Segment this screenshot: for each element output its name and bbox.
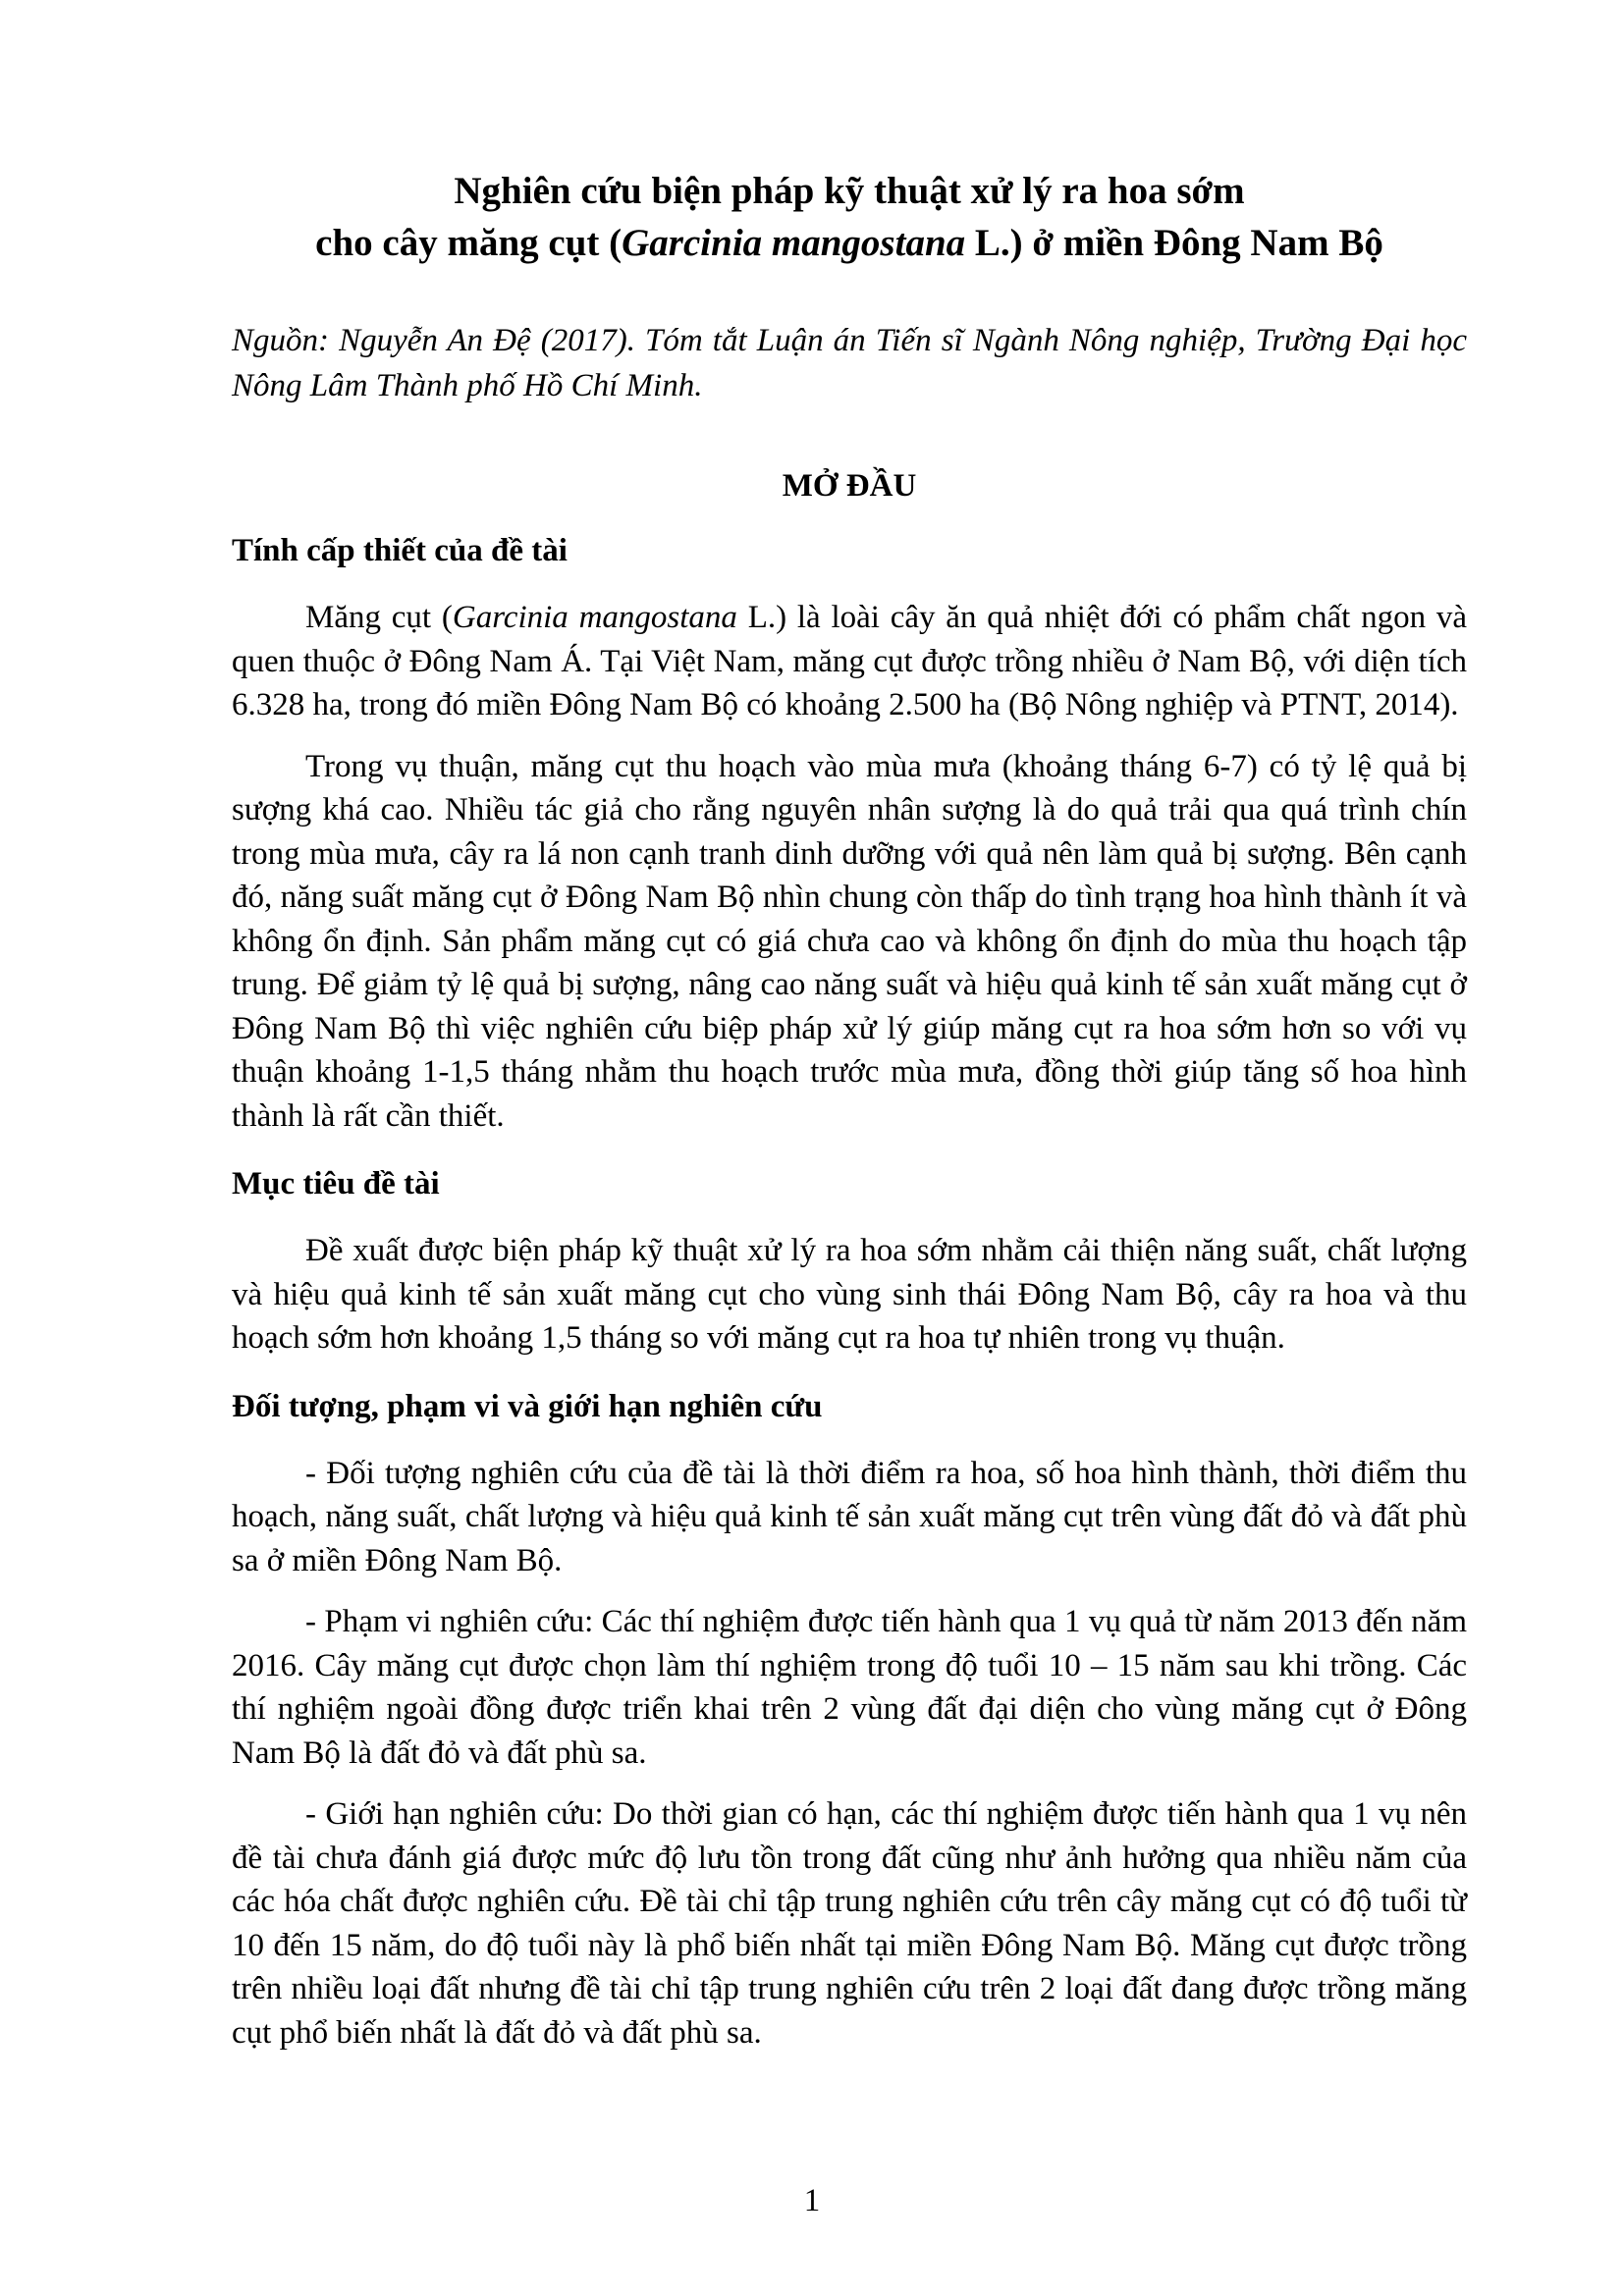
- paragraph-urgency-2: Trong vụ thuận, măng cụt thu hoạch vào mùa mưa (khoảng tháng 6-7) có tỷ lệ quả bị sượng khá cao. Nhiều tác giả cho rằng nguyên nhân sượng là do quả trải qua quá trình chín trong mùa mưa, cây ra lá non cạnh tranh dinh dưỡng với quả nên làm quả bị sượng. Bên cạnh đó, năng suất măng cụt ở Đông Nam Bộ nhìn chung còn thấp do tình trạng hoa hình thành ít và không ổn định. Sản phẩm măng cụt có giá chưa cao và không ổn định do mùa thu hoạch tập trung. Để giảm tỷ lệ quả bị sượng, nâng cao năng suất và hiệu quả kinh tế sản xuất măng cụt ở Đông Nam Bộ thì việc nghiên cứu biệp pháp xử lý giúp măng cụt ra hoa sớm hơn so với vụ thuận khoảng 1-1,5 tháng nhằm thu hoạch trước mùa mưa, đồng thời giúp tăng số hoa hình thành là rất cần thiết.: [232, 748, 1467, 1134]
- paragraph-urgency-1-suffix: L.) là loài cây ăn quả nhiệt đới có phẩm chất ngon và quen thuộc ở Đông Nam Á. Tại Việt Nam, măng cụt được trồng nhiều ở Nam Bộ, với diện tích 6.328 ha, trong đó miền Đông Nam Bộ có khoảng 2.500 ha (Bộ Nông nghiệp và PTNT, 2014).: [232, 600, 1467, 722]
- paragraph-scope-2: - Phạm vi nghiên cứu: Các thí nghiệm được tiến hành qua 1 vụ quả từ năm 2013 đến năm 2016. Cây măng cụt được chọn làm thí nghiệm trong độ tuổi 10 – 15 năm sau khi trồng. Các thí nghiệm ngoài đồng được triển khai trên 2 vùng đất đại diện cho vùng măng cụt ở Đông Nam Bộ là đất đỏ và đất phù sa.: [232, 1604, 1467, 1771]
- document-title: [232, 165, 1467, 269]
- section-heading-urgency: Tính cấp thiết của đề tài: [232, 533, 568, 568]
- source-citation: Nguồn: Nguyễn An Đệ (2017). Tóm tắt Luận án Tiến sĩ Ngành Nông nghiệp, Trường Đại học Nông Lâm Thành phố Hồ Chí Minh.: [232, 323, 1467, 403]
- title-species-name: Garcinia mangostana: [622, 222, 966, 264]
- title-line-2-suffix: L.) ở miền Đông Nam Bộ: [965, 222, 1383, 264]
- title-line-1: Nghiên cứu biện pháp kỹ thuật xử lý ra hoa sớm: [454, 170, 1245, 212]
- paragraph-urgency-1: [232, 596, 1467, 727]
- page-content: [232, 165, 1467, 2055]
- paragraph-objectives-1: Đề xuất được biện pháp kỹ thuật xử lý ra hoa sớm nhằm cải thiện năng suất, chất lượng và hiệu quả kinh tế sản xuất măng cụt cho vùng sinh thái Đông Nam Bộ, cây ra hoa và thu hoạch sớm hơn khoảng 1,5 tháng so với măng cụt ra hoa tự nhiên trong vụ thuận.: [232, 1233, 1467, 1356]
- title-line-2-prefix: cho cây măng cụt (: [315, 222, 623, 264]
- page-number: 1: [803, 2183, 821, 2218]
- paragraph-scope-1: - Đối tượng nghiên cứu của đề tài là thời điểm ra hoa, số hoa hình thành, thời điểm thu hoạch, năng suất, chất lượng và hiệu quả kinh tế sản xuất măng cụt trên vùng đất đỏ và đất phù sa ở miền Đông Nam Bộ.: [232, 1455, 1467, 1578]
- paragraph-scope-3: - Giới hạn nghiên cứu: Do thời gian có hạn, các thí nghiệm được tiến hành qua 1 vụ nên đề tài chưa đánh giá được mức độ lưu tồn trong đất cũng như ảnh hưởng qua nhiều năm của các hóa chất được nghiên cứu. Đề tài chỉ tập trung nghiên cứu trên cây măng cụt có độ tuổi từ 10 đến 15 năm, do độ tuổi này là phổ biến nhất tại miền Đông Nam Bộ. Măng cụt được trồng trên nhiều loại đất nhưng đề tài chỉ tập trung nghiên cứu trên 2 loại đất đang được trồng măng cụt phổ biến nhất là đất đỏ và đất phù sa.: [232, 1796, 1467, 2051]
- paragraph-species-name: Garcinia mangostana: [452, 600, 737, 635]
- paragraph-urgency-1-prefix: Măng cụt (: [305, 600, 453, 635]
- chapter-title: MỞ ĐẦU: [782, 468, 917, 504]
- section-heading-objectives: Mục tiêu đề tài: [232, 1166, 440, 1201]
- section-heading-scope: Đối tượng, phạm vi và giới hạn nghiên cứu: [232, 1388, 823, 1424]
